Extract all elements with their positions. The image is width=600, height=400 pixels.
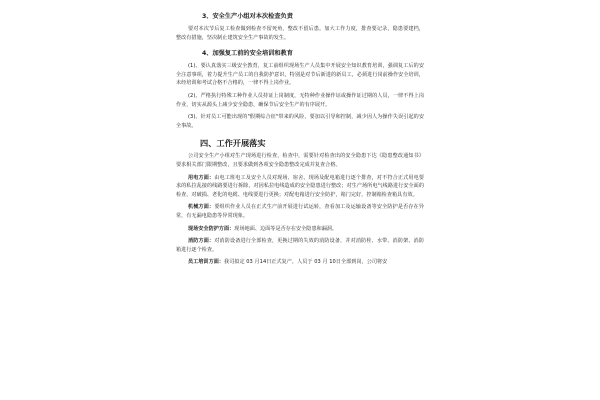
paragraph-inspection-intro: 公司安全生产小组对生产现场进行检查，检查中，需要针对检查出的安全隐患下达《隐患整改通知书》要求相关部门限期整改，且要求做到各项安全隐患整改完成并复查合格。 — [176, 153, 424, 168]
site-protection-text: 现场地面、边面等是否存在安全隐患和漏洞。 — [234, 225, 338, 232]
section-heading: 四、工作开展落实 — [200, 138, 266, 149]
paragraph-inspection-responsibility: 要对本次节后复工检查做到检查不留死角，整改不留后患。加大工作力度，排查要记录，隐患要建档，整改有措施，坚决制止建筑安全生产事故的发生。 — [176, 26, 424, 41]
fire-label: 消防方面： — [188, 238, 215, 245]
staff-training-text: 我司拟定 03 月14日正式复产，人员于 03 月 10日全部到岗，公司将安 — [224, 259, 388, 266]
paragraph-training-2: (2)、严格执行特殊工种作业人员持证上岗制度，无特种作业操作证或操作证过期的人员，一律不得上岗作业，切实从源头上减少安全隐患，确保节后安全生产的有序展开。 — [176, 92, 424, 108]
paragraph-training-3: (3)、针对员工可能出现的"假期综合征"带来的风险，要加以引导和控制，减少因人为操作失误引起的安全事故。 — [176, 114, 424, 129]
machinery-label: 机械方面： — [188, 204, 215, 211]
paragraph-site-protection — [176, 225, 424, 234]
site-protection-label: 现场安全防护方面： — [188, 225, 235, 232]
subheading-3: 3、安全生产小组对本次检查负责 — [202, 13, 293, 20]
electricity-label: 用电方面： — [188, 174, 215, 181]
subheading-4: 4、加强复工前的安全培训和教育 — [202, 50, 293, 58]
staff-training-label: 员工培训方面： — [188, 259, 225, 266]
machinery-text: 要组织作业人员在正式生产前开展进行试运转，查看加工及运输设备等安全防护是否存在异常，有无漏电隐患等异常现象。 — [176, 204, 424, 219]
electricity-text: 由电工班电工及安全人员对现场、宿舍、现场及配电箱进行逐个排查，对不符合正式用电要求的私拉乱接的线路要进行拆除，对因私拉电线造成的安全隐患进行整改；对生产场所电气线路进行安全面的检查，对破损、老化的电缆、电线要进行更换；对配电箱进行安全防护，箱门完好，控制箱检查箱具有效。 — [176, 174, 424, 198]
paragraph-training-1: (1)、要认真落实三级安全教育，复工前组织现场生产人员集中开展安全知识教育培训，强调复工后的安全注意事项，着力提升生产员工的自我防护意识，特别是对节后新进的新员工，必须进行岗前操作安全培训，未经培训和考试合格不合格的，一律不得上岗作业。 — [176, 63, 424, 87]
fire-text: 对消防设备进行全部检查，更换过期的失效的消防设备，并对消防栓、水带、消防架、消防箱进行逐个检查。 — [176, 238, 424, 253]
paragraph-fire — [176, 237, 424, 254]
paragraph-machinery — [176, 203, 424, 220]
paragraph-electricity — [176, 174, 424, 200]
paragraph-staff-training — [176, 258, 424, 267]
